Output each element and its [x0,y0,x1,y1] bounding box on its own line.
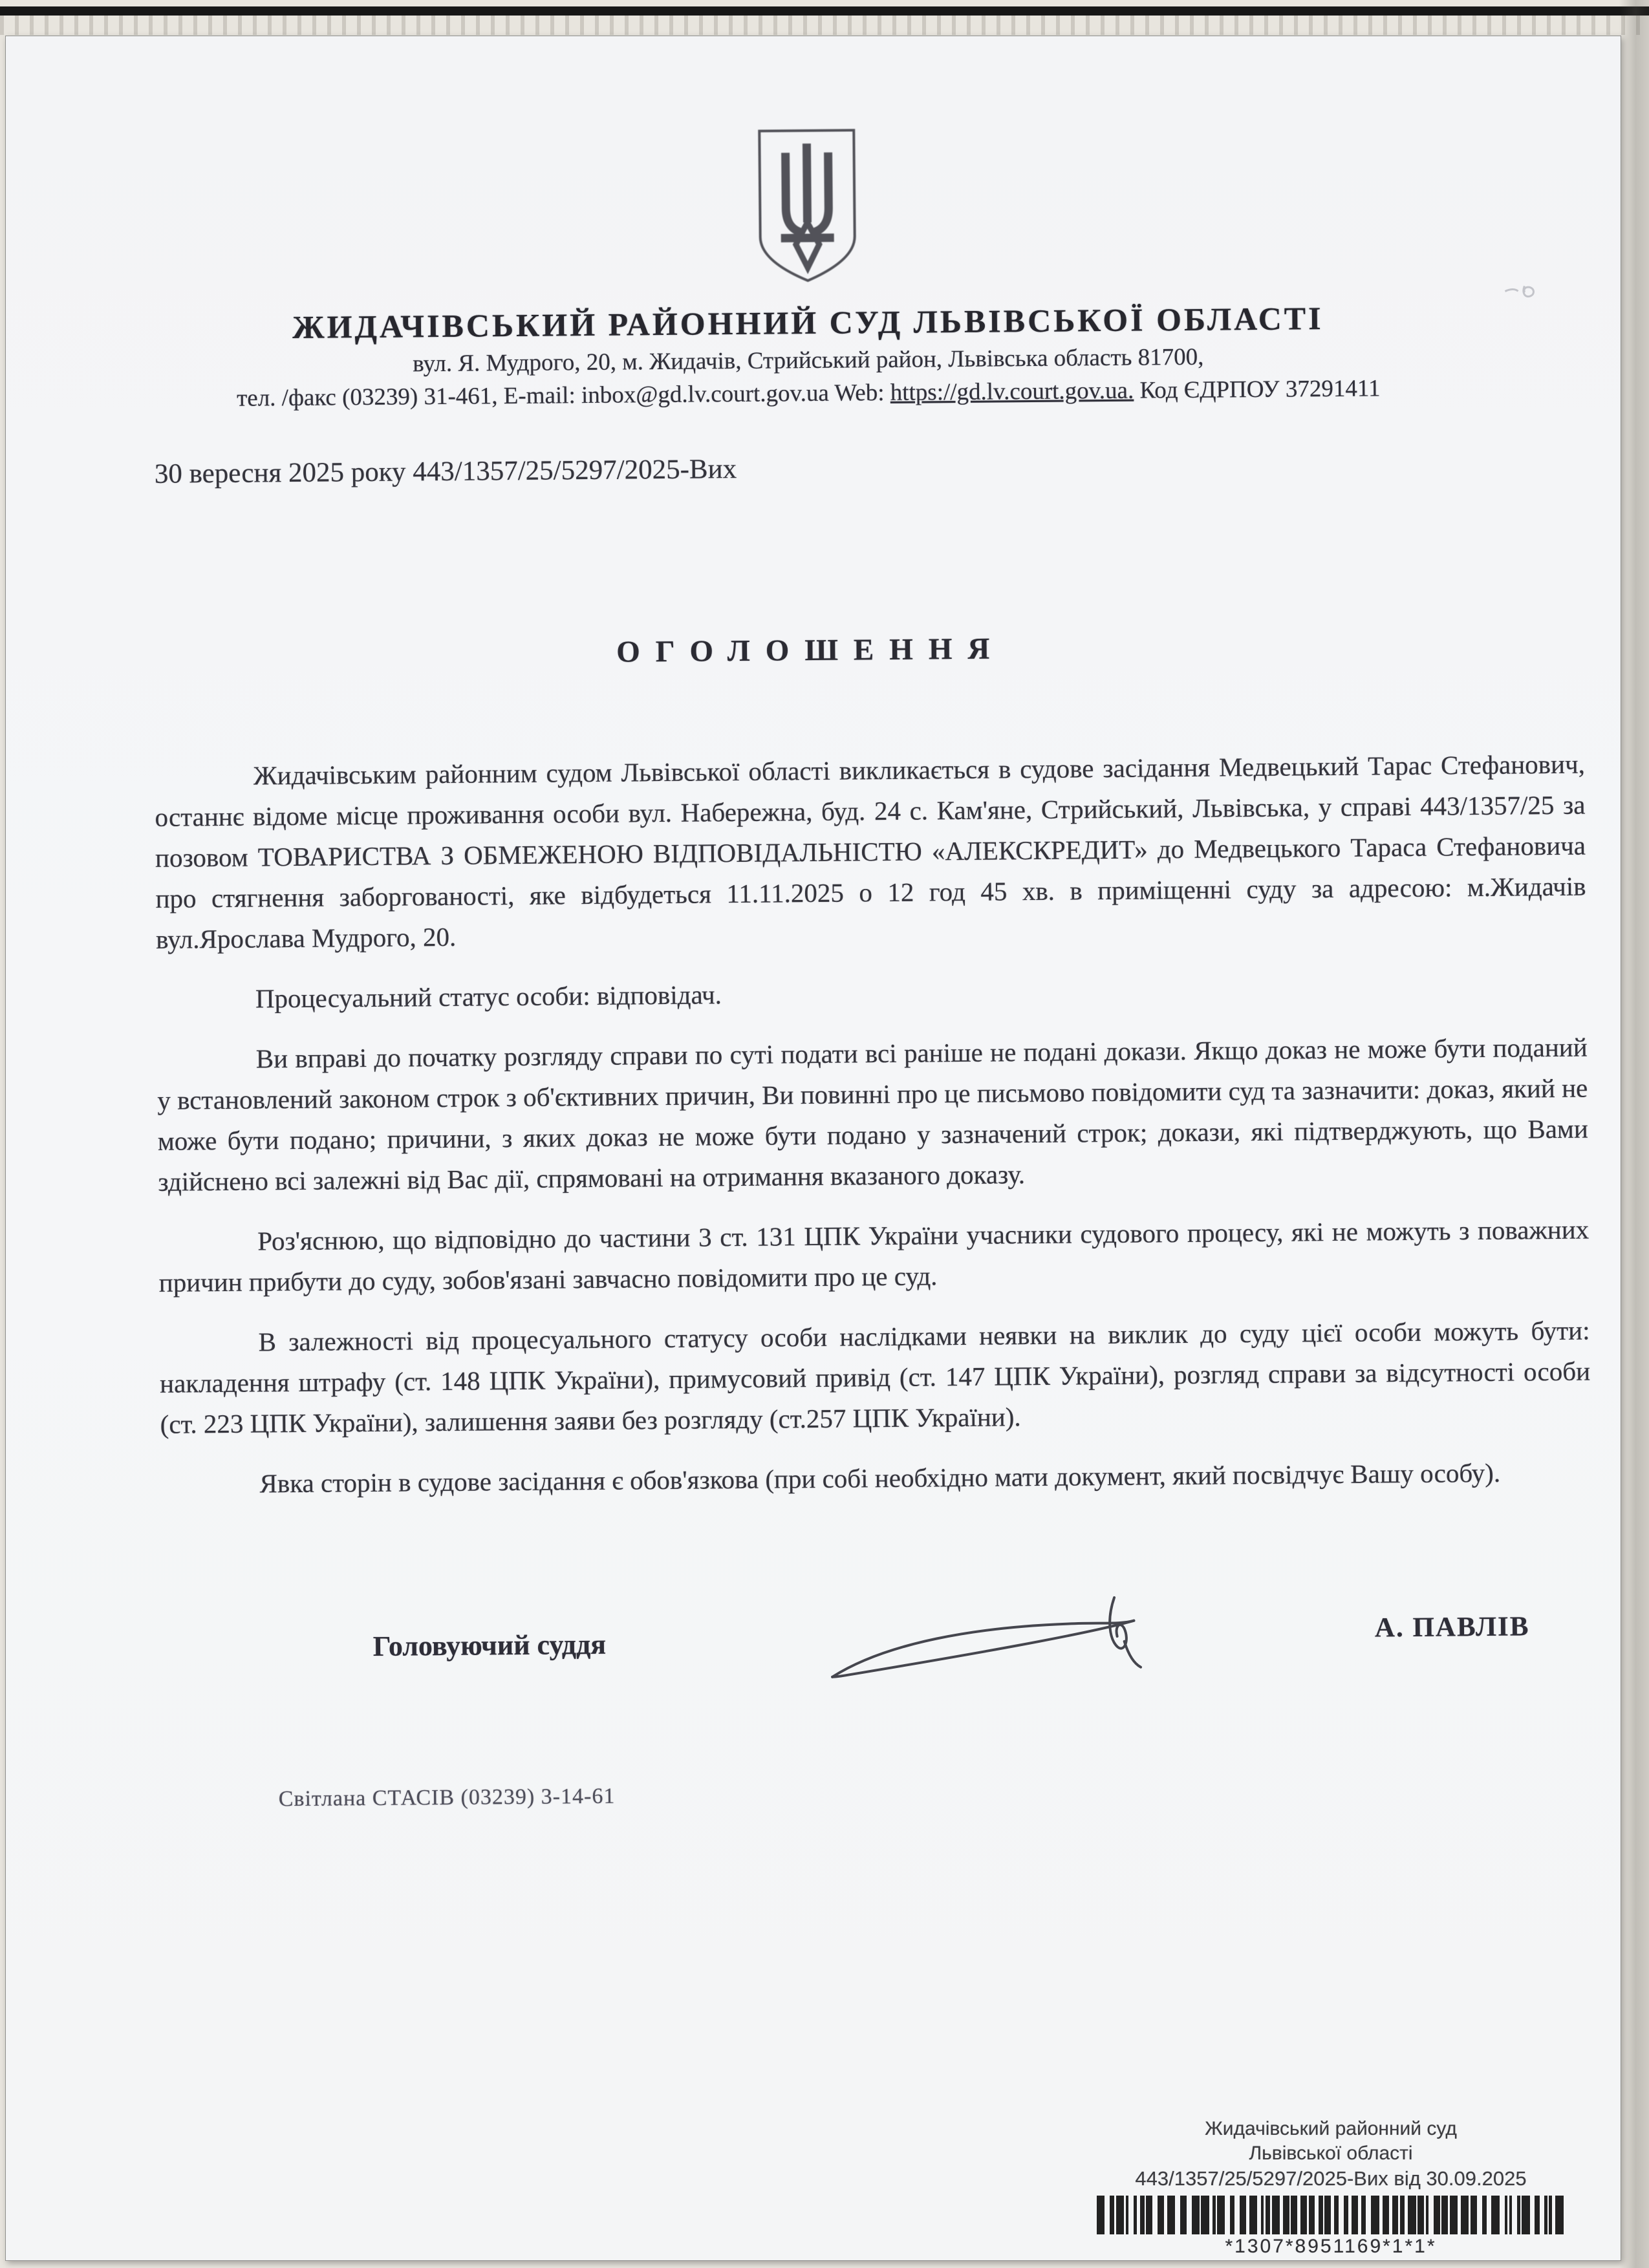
paragraph-procedural-status: Процесуальний статус особи: відповідач. [255,979,722,1014]
stamp-court-name-line1: Жидачівський районний суд [1205,2118,1457,2139]
stamp-ref-line: 443/1357/25/5297/2025-Вих від 30.09.2025 [1135,2167,1527,2190]
paragraph-mandatory-appearance: Явка сторін в судове засідання є обов'язкова (при собі необхідно мати документ, який посвідчує Вашу особу). [259,1457,1501,1499]
outgoing-ref-line: 30 вересня 2025 року 443/1357/25/5297/2025-Вих [154,454,737,489]
clerk-contact-line: Світлана СТАСІВ (03239) 3-14-61 [278,1784,616,1812]
paragraph-evidence-rules: Ви вправі до початку розгляду справи по суті подати всі раніше не подані докази. Якщо доказ не може бути поданий у встановлений законом строк з об'єктивних причин, Ви повинні про це письмово повідомити суд та зазначити: доказ, який не може бути подано; причини, з яких доказ не може бути подано у зазначений строк; докази, які підтверджують, що Вами здійснено всі залежні від Вас дії, спрямовані на отримання вказаного доказу. [157,1032,1588,1197]
scanner-right-shadow [1619,0,1649,2268]
contact-text: тел. /факс (03239) 31-461, E-mail: inbox@gd.lv.court.gov.ua Web: [236,379,890,412]
judge-name: А. ПАВЛІВ [1374,1611,1530,1643]
paragraph-absence-consequences: В залежності від процесуального статусу особи наслідками неявки на виклик до суду цієї особи можуть бути: накладення штрафу (ст. 148 ЦПК України), примусовий привід (ст. 147 ЦПК України), розгляд справи за відсутності особи (ст. 223 ЦПК України), залишення заяви без розгляду (ст.257 ЦПК України). [159,1315,1591,1439]
document-page [5,36,1621,2261]
registration-stamp [1066,2117,1596,2258]
document-body [155,744,1591,1505]
handwritten-signature-icon [809,1593,1172,1706]
signature-block [372,1601,1530,1710]
signature-role-label: Головуючий суддя [372,1628,607,1662]
court-website-link: https://gd.lv.court.gov.ua. [890,377,1134,406]
pen-mark [1502,277,1537,303]
document-title: ОГОЛОШЕННЯ [616,632,1006,669]
edrpou-code-text: Код ЄДРПОУ 37291411 [1134,375,1381,404]
ukraine-trident-emblem-icon [722,125,892,288]
document-content [0,29,1632,2267]
stamp-court-name-line2: Львівської області [1249,2143,1413,2164]
barcode-text: *1307*8951169*1*1* [1225,2236,1437,2257]
paragraph-notice-obligation: Роз'яснюю, що відповідно до частини 3 ст. 131 ЦПК України учасники судового процесу, які не можуть з поважних причин прибути до суду, зобов'язані завчасно повідомити про це суд. [158,1214,1590,1298]
court-name-heading: ЖИДАЧІВСЬКИЙ РАЙОННИЙ СУД ЛЬВІВСЬКОЇ ОБЛАСТІ [292,300,1324,345]
scanner-edge-strip [0,6,1649,16]
barcode [1097,2196,1565,2234]
court-address-line-1: вул. Я. Мудрого, 20, м. Жидачів, Стрийський район, Львівська область 81700, [413,343,1204,378]
paragraph-summons: Жидачівським районним судом Львівської області викликається в судове засідання Медвецький Тарас Стефанович, останнє відоме місце проживання особи вул. Набережна, буд. 24 с. Кам'яне, Стрийський, Львівська, у справі 443/1357/25 за позовом ТОВАРИСТВА З ОБМЕЖЕНОЮ ВІДПОВІДАЛЬНІСТЮ «АЛЕКСКРЕДИТ» до Медвецького Тараса Стефановича про стягнення заборгованості, яке відбудеться 11.11.2025 о 12 год 45 хв. в приміщенні суду за адресою: м.Жидачів вул.Ярослава Мудрого, 20. [155,749,1586,954]
